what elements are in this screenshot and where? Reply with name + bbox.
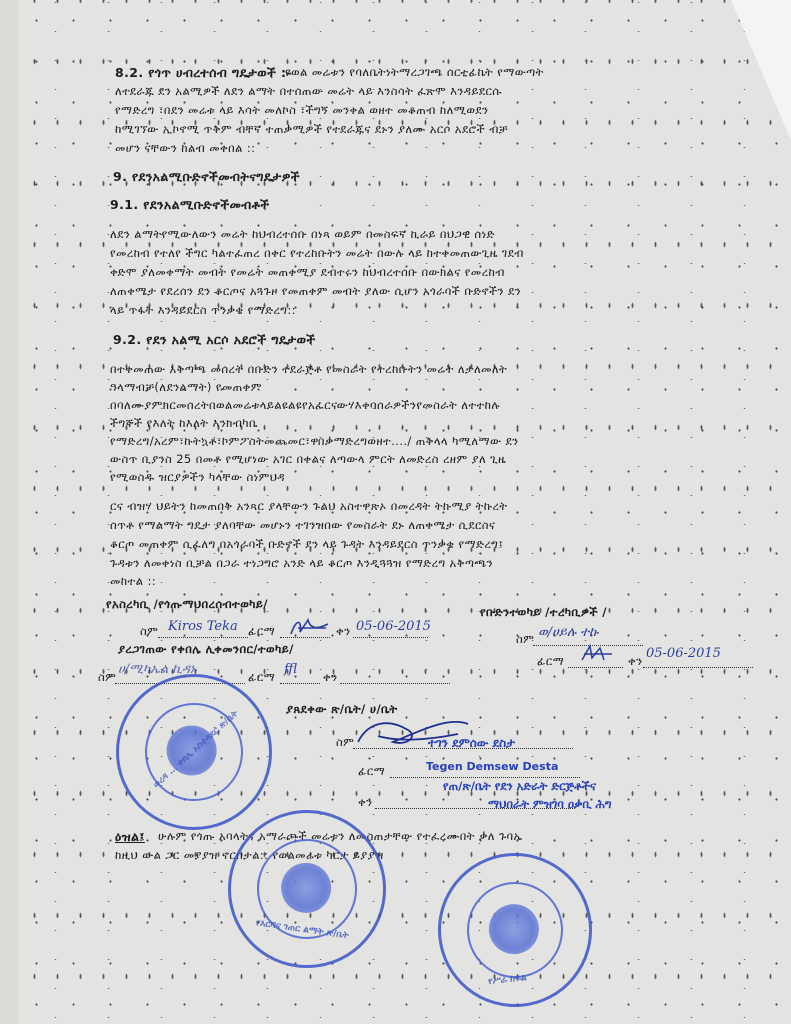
section-8-2-line: ከሚገኘው ኢኮኖሚ ጥቅም ብቸኛ ተጠቃሚዎች የተደራጁና ደኑን ያለሙ አርሶ አደሮች ብቻ	[115, 122, 508, 136]
left-sign-label: ፊርማ	[248, 624, 276, 638]
office-round-stamp-text: የእርሻና ገጠር ልማት ጽ/ቤት	[255, 918, 350, 942]
section-8-2-line: መሆን ናቸውን ከልብ መቀበል ::	[115, 141, 256, 155]
approver-sign-handwritten: ffl	[284, 662, 297, 677]
paragraph-line: ሰጥቶ የማልማት ግዴታ ያለባቸው መሆኑን ተገንዝበው የመስራት ደኑ ለጠቀሜታ ሲደርስና	[110, 518, 496, 532]
note-line: ሁሉም የጎጡ አባላትና አማራጮች መሬቱን ለመስጠታቸው የተፈረሙበት ቃለ ጉባኤ	[158, 829, 523, 843]
section-9-2-line: የማድረግ/አረም፣ኩትኳቶ፣ኮምፖስትመጨመር፣ዋበቃማድረግወዘተ..../ ጠቅላላ ካሚለማው ደን	[110, 434, 519, 448]
right-name-label: ስም	[516, 632, 535, 646]
right-date-handwritten: 05-06-2015	[646, 646, 721, 661]
left-name-handwritten: Kiros Teka	[168, 619, 238, 634]
section-9-1-line: ቀድሞ ያለመቀማት መብት የመሬት መጠቀሚያ ደብተሩን ከህብረተሰቡ በውክልና የመረከብ	[110, 265, 505, 279]
section-9-1-line: ለደን ልማትየሚውለውን መሬት ከህብረተሰቡ በነጻ ወይም በመስፍኛ ኪራይ በህጋዊ ሰነድ	[110, 227, 495, 241]
left-signature	[288, 614, 333, 640]
right-date-label: ቀን	[628, 654, 643, 668]
section-8-2-line: የወል መሬቱን የባለቤትነትማረጋገጫ ሰርቲፊኬት የማውጣት	[285, 65, 544, 79]
paragraph-line: መከተል ::	[110, 574, 157, 588]
third-round-stamp	[430, 845, 599, 1014]
section-9-1-line: ለጠቀሜታ የደረሰን ደን ቆርጦና አጓጉዞ የመጠቀም መብት ያለው ሲሆን አጎራባች ቡድኖችን ደን	[110, 284, 522, 298]
third-round-stamp-text: የሥራ ክፍል	[487, 973, 528, 988]
paragraph-line: ርና ብዝሃ ህይትን ከመጠበቅ አንጻር ያላቸውን ጉልህ አስተዋጽኦ በመረዳት ትኩሚያ ትኩረት	[110, 499, 508, 513]
paragraph-line: ጉዳቱን ለመቀነስ ቢቻል በጋራ ተነጋግሮ አንድ ላይ ቆርጦ እንዲጓጓዝ የማድረግ አቅጣጫን	[110, 556, 494, 570]
section-8-2-heading: 8.2. የጎጥ ሀብረተሰብ ግዴታወች :-	[115, 65, 292, 80]
left-name-label: ስም	[140, 624, 159, 638]
paragraph-line: ቆርጦ መጠቀም ሲፈለግ በአጎራባች ቡድኖች ደን ላይ ጉዳት እንዳይደርስ ጥንቃቄ የማድረግ፤	[110, 537, 504, 551]
document-page	[18, 0, 791, 1024]
verifier-name-label: ስም	[336, 735, 355, 749]
verifier-heading: ያጸደቀው ጽ/ቤት/ ሀ/ቤት	[286, 702, 398, 716]
note-line: ከዚህ ውል ጋር መያያዝ ኖርበታል:: የወልመሬቱ ካርታ ይያያዝ	[115, 848, 384, 862]
section-9-2-line: ችግኞች የእለት ከእለት እንክብካቤ	[110, 416, 259, 430]
left-date-handwritten: 05-06-2015	[356, 619, 431, 634]
section-9-2-line: በተቀመጠው አቅጣጫ መሰረት በቡድን ተደራጅቶ የመስራት የተረከቡትን መሬት ለታለመለት	[110, 362, 508, 376]
section-8-2-line: የማድረግ ፣በደን መሬቱ ላይ እሳት መለኮስ ፣ችግኝ መንቀል ወዘተ መቆጠብ ከለሚወደን	[115, 103, 489, 117]
approver-heading: ያረጋገጠው የቀበሌ ሊቀመንበር/ተወካይ/	[118, 642, 294, 656]
approver-sign-label: ፊርማ	[248, 670, 276, 684]
section-9-2-line: ውስጥ ቢያንስ 25 በመቶ የሚሆነው አገር በቀልና ለጣውላ ምርት ለመድረስ ረዘም ያለ ጊዜ	[110, 452, 507, 466]
kebele-stamp-text: ወረዳ … ቀበሌ አስተዳደር ጽ/ቤት	[151, 708, 241, 791]
section-9-2-heading: 9.2. የደን አልሚ አርሶ አደሮች ግዴታወች	[113, 332, 316, 347]
verifier-name-stamp: ተገን ደምሰው ደስታ	[428, 736, 516, 750]
right-sign-label: ፊርማ	[537, 654, 565, 668]
right-signature	[578, 642, 618, 666]
section-9-2-line: ዓላማብቻ(ለደንልማት) የመጠቀም	[110, 380, 262, 394]
verifier-sign-label: ፊርማ	[358, 764, 386, 778]
section-8-2-line: ለተደራጁ ደን አልሚዎች ለደን ልማት በተሰጠው መሬት ላይ እንስሳት ፈጽሞ እንዳይደርሱ	[115, 84, 502, 98]
section-9-2-line: የሚወስዱ ዝርያዎችን ካላቸው ስነምህዳ	[110, 470, 285, 484]
verifier-name-stamp-en: Tegen Demsew Desta	[426, 760, 559, 773]
section-9-1-line: ላይ ጥፋት እንዳይደርስ ጥንቃቄ የማድረግ::	[110, 303, 296, 317]
approver-date-label: ቀን	[323, 670, 338, 684]
section-9-1-line: የመረከብ የተለየ ችግር ካልተፈጠረ በቀር የተረከቡትን መሬት በውሉ ላይ ከተቀመጠውጊዜ ገደብ	[110, 246, 524, 260]
office-stamp-line1: የጠ/ጽ/ቤት የደን አድራት ድርጅቶችና	[443, 779, 597, 793]
receiver-heading: የቡድንተወካይ /ተረካቢዎች /	[480, 605, 607, 619]
page-fold	[731, 0, 791, 140]
verifier-date-label: ቀን	[358, 795, 373, 809]
handover-heading: የአስረካቢ /የጎጡማህበረሰብተወካይ/	[106, 597, 268, 611]
kebele-stamp	[101, 659, 286, 844]
left-date-label: ቀን	[336, 624, 351, 638]
section-9-2-line: በባለሙያምክርመሰረትበወልመሬቱላይልዩልዩየአፈርናውሃእቀባሰራዎችንየመስራት ለተተከሉ	[110, 398, 501, 412]
section-9-1-heading: 9.1. የደንአልሚቡድኖችመብቶች	[110, 197, 270, 212]
approver-name-handwritten: ሀ/ሚካኤል ኪዳኑ	[118, 662, 197, 677]
right-name-handwritten: ወ/ሀይሉ ተኩ	[538, 625, 599, 640]
office-stamp-line2: ማህበራት ምዝገባ ዐቃቢ ሕግ	[488, 797, 612, 811]
approver-name-label: ስም	[98, 670, 117, 684]
section-9-heading: 9. የደንአልሚቡድኖችመብትናግዴታዎች	[113, 169, 301, 184]
note-label: ዕዝል፤	[115, 829, 145, 844]
